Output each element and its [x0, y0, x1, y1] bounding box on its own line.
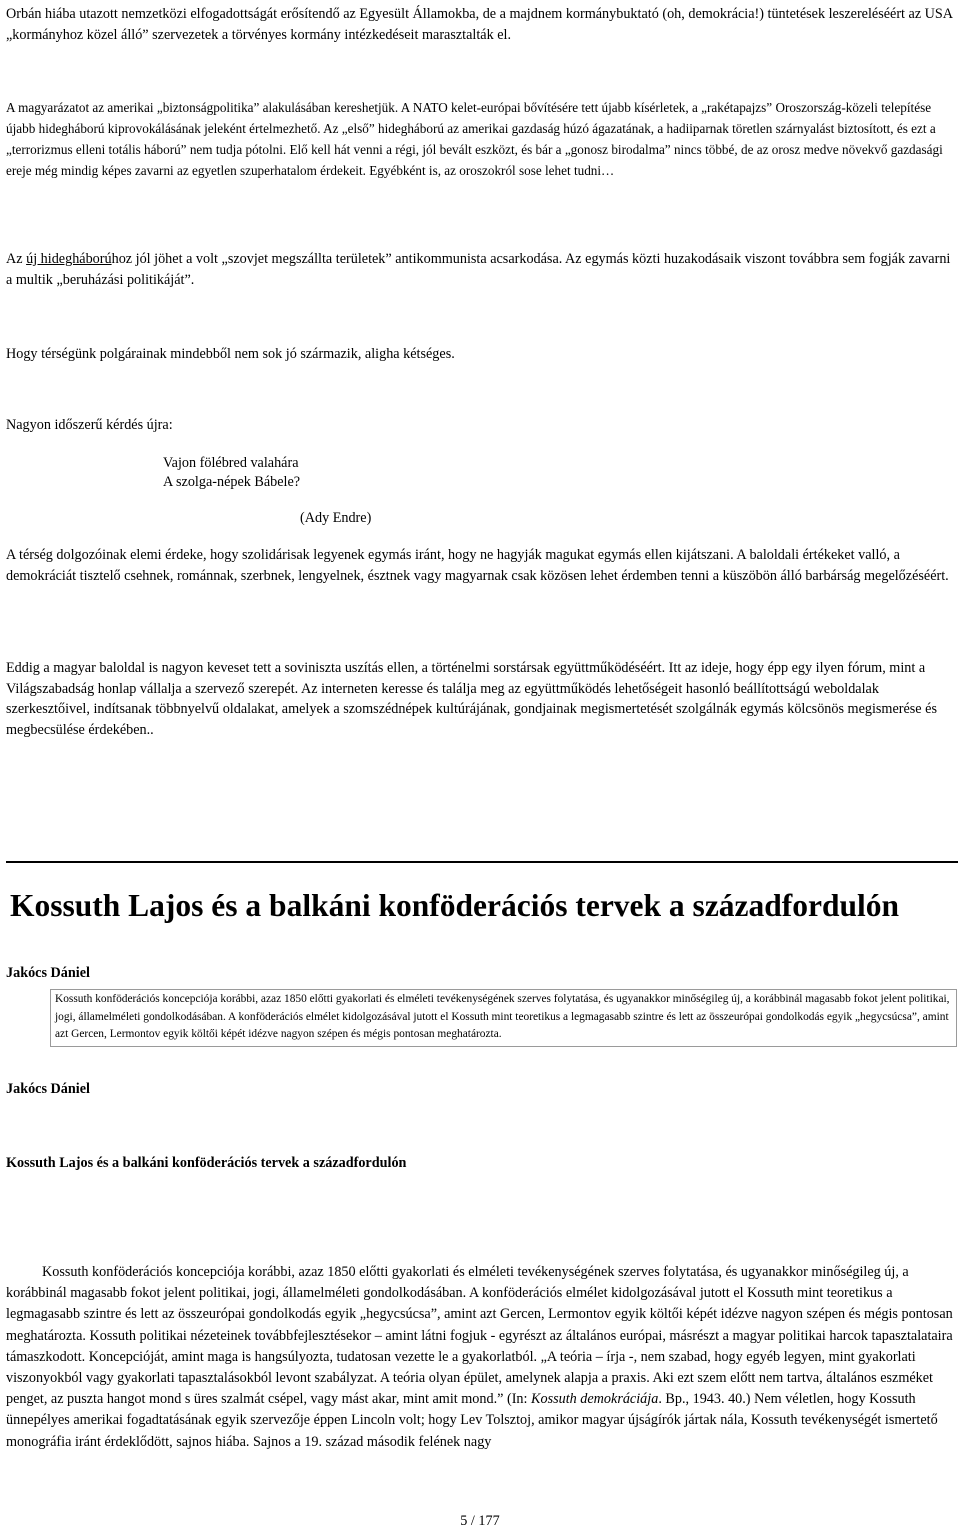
section-divider — [6, 861, 958, 863]
article-body — [6, 1262, 956, 1453]
section-title: Kossuth Lajos és a balkáni konföderációs tervek a századfordulón — [6, 1155, 407, 1171]
poem-attribution: (Ady Endre) — [300, 510, 372, 526]
paragraph-security-policy: A magyarázatot az amerikai „biztonságpolitika” alakulásában kereshetjük. A NATO kelet-európai bővítésére tett újabb kísérletek, a „rakétapajzs” Oroszország-közeli telepítése újabb hidegháború kiprovokálásának jeleként értelmezhető. Az „első” hidegháború az amerikai gazdaság húzó ágazatának, a hadiiparnak töretlen szárnyalást biztosított, és ezt a „terrorizmus elleni totális háború” nem tudja pótolni. Elő kell hát venni a régi, jól bevált eszközt, és bár a „gonosz birodalma” nincs többé, de az orosz medve növekvő gazdasági ereje még mindig képes zavarni az egyetlen szuperhatalom érdekeit. Egyébként is, az oroszokról sose lehet tudni… — [6, 100, 943, 178]
abstract-text: Kossuth konföderációs koncepciója korábbi, azaz 1850 előtti gyakorlati és elméleti tevékenységének szerves folytatása, és ugyanakkor minőségileg új, a korábbinál magasabb fokot jelent politikai, jogi, államelméleti gondolkodásában. A konföderációs elmélet kidolgozásával jutott el Kossuth mint teoretikus a legmagasabb szintre és lett az összeurópai gondolkodás egyik „hegycsúcsa”, amint azt Gercen, Lermontov egyik költői képét idézve nagyon szépen és mégis pontosan meghatározta. — [55, 993, 950, 1041]
new-cold-war-underlined: új hidegháború — [26, 251, 112, 267]
poem-line-2: A szolga-népek Bábele? — [163, 474, 301, 490]
intro-paragraph: Orbán hiába utazott nemzetközi elfogadottságát erősítendő az Egyesült Államokba, de a majdnem kormánybuktató (oh, demokrácia!) tüntetések leszereléséért az USA „kormányhoz közel álló” szervezetek a törvényes kormány intézkedéseit marasztalták el. — [6, 6, 953, 43]
paragraph-solidarity: A térség dolgozóinak elemi érdeke, hogy szolidárisak legyenek egymás iránt, hogy ne hagyják magukat egymás ellen kijátszani. A baloldali értékeket valló, a demokráciát tisztelő csehnek, románnak, szerbnek, lengyelnek, észtnek vagy magyarnak csak közösen lehet érdemben tenni a küszöbön álló barbárság megelőzéséért. — [6, 547, 949, 584]
poem-line-1: Vajon fölébred valahára — [163, 455, 299, 471]
para3-before: Az — [6, 251, 27, 267]
book-title-italic: Kossuth demokráciája — [531, 1391, 659, 1408]
body-text-part-2: . Bp., 1943. 40.) Nem véletlen, hogy Kossuth ünnepélyes amerikai fogadtatásának egyik szervezője éppen Lincoln volt; hogy Lev Tolsztoj, amikor magyar újságírók jártak nála, Kossuth tevékenységét ismertető monográfia iránt érdeklődött, sajnos hiába. Sajnos a 19. század második felének nagy — [6, 1391, 938, 1450]
body-text-part-1: Kossuth konföderációs koncepciója korábbi, azaz 1850 előtti gyakorlati és elméleti tevékenységének szerves folytatása, és ugyanakkor minőségileg új, a korábbinál magasabb fokot jelent politikai, jogi, államelméleti gondolkodásában. A konföderációs elmélet kidolgozásával jutott el Kossuth mint teoretikus a legmagasabb szintre és lett az összeurópai gondolkodás egyik „hegycsúcsa”, amint azt Gercen, Lermontov egyik költői képét idézve nagyon szépen és mégis pontosan meghatározta. Kossuth politikai nézeteinek továbbfejlesztésekor – amint látni fogjuk - egyrészt az általános európai, másrészt a magyar politikai harcok tapasztalataira támaszkodott. Koncepcióját, amint maga is hangsúlyozta, tudatosan vezette le a gyakorlatból. „A teória – írja -, nem szabad, hogy egyéb legyen, mint gyakorlati viszonyokból vagy gyakorlati tapasztalásokból levont szabályzat. A teória olyan épület, amelynek alapja a praxis. Aki ezt szem előtt nem tartva, általános eszméket penget, az puszta hangot mond s üres szalmát csépel, vagy mást akar, mint amit mond.” (In: — [6, 1264, 953, 1408]
abstract-box — [50, 989, 957, 1047]
paragraph-citizens: Hogy térségünk polgárainak mindebből nem sok jó származik, aligha kétséges. — [6, 346, 455, 362]
page-number: 5 / 177 — [460, 1513, 500, 1529]
paragraph-question: Nagyon időszerű kérdés újra: — [6, 417, 173, 433]
para3-after: hoz jól jöhet a volt „szovjet megszállta területek” antikommunista acsarkodása. Az egymás közti huzakodásaik viszont továbbra sem fogják zavarni a multik „beruházási politikáját”. — [6, 251, 951, 288]
article-title: Kossuth Lajos és a balkáni konföderációs tervek a századfordulón — [10, 888, 900, 923]
author-name-top: Jakócs Dániel — [6, 965, 90, 981]
author-name-bottom: Jakócs Dániel — [6, 1081, 90, 1097]
paragraph-new-cold-war — [6, 249, 956, 290]
paragraph-cooperation: Eddig a magyar baloldal is nagyon keveset tett a soviniszta uszítás ellen, a történelmi sorstársak együttműködéséért. Itt az ideje, hogy épp egy ilyen fórum, mint a Világszabadság honlap vállalja a szervező szerepét. Az interneten keresse és találja meg az együttműködés lehetőségeit hasonló beállítottságú weboldalak szerkesztőivel, indítsanak többnyelvű oldalakat, amelyek a szomszédnépek kultúrájának, gondjainak megismertetését szolgálnák egymás kölcsönös megismerése és megbecsülése érdekében.. — [6, 660, 937, 738]
